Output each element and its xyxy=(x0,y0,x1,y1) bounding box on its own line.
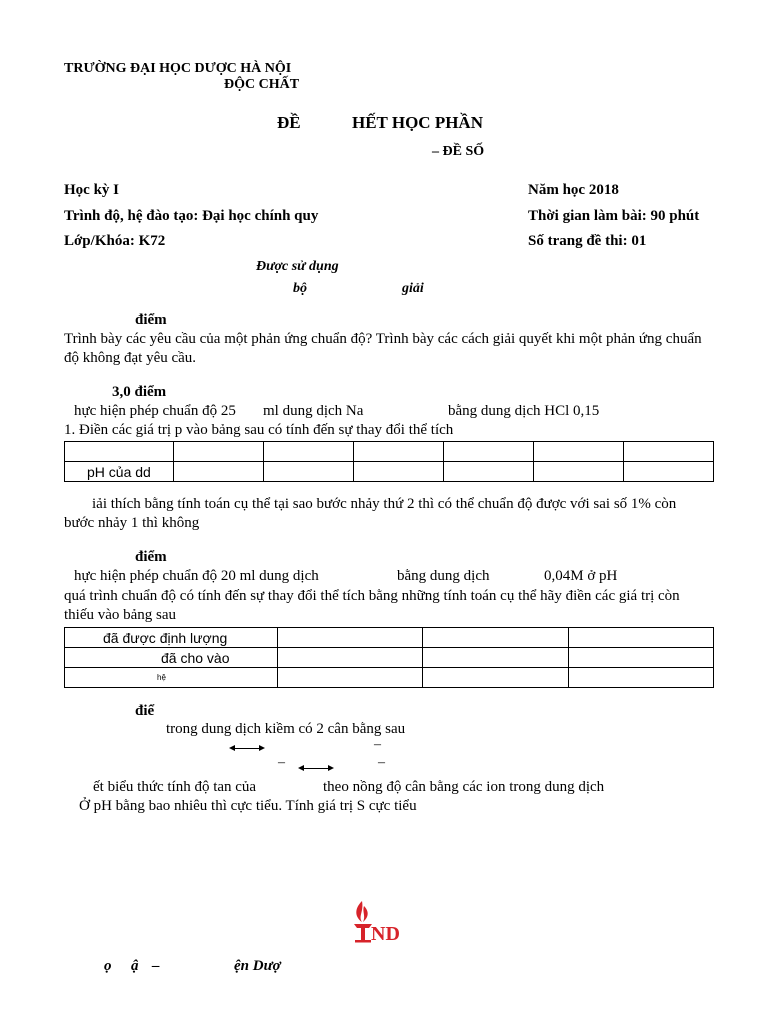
logo-text: ND xyxy=(371,923,400,945)
q2-table xyxy=(64,441,714,482)
allowed-line-2a: bộ xyxy=(293,281,307,296)
table-cell xyxy=(264,442,354,462)
table-cell xyxy=(568,668,713,688)
q2-line-1c: bằng dung dịch HCl 0,15 xyxy=(448,403,600,419)
q3-line-3: thiếu vào bảng sau xyxy=(64,607,177,623)
q4-heading: điể xyxy=(135,703,155,719)
school-year: Năm học 2018 xyxy=(528,182,619,198)
q3-line-1a: hực hiện phép chuẩn độ 20 ml dung dịch xyxy=(74,568,319,584)
q3-row-label-1: đã được định lượng xyxy=(65,628,278,648)
table-cell xyxy=(278,668,423,688)
q1-heading: điểm xyxy=(135,312,167,328)
department-name: ĐỘC CHẤT xyxy=(224,77,300,92)
q3-line-1c: 0,04M ở pH xyxy=(544,568,618,584)
q1-text-line-2: độ không đạt yêu cầu. xyxy=(64,350,197,366)
footer-part-3: ện Dượ xyxy=(234,958,281,974)
exam-duration: Thời gian làm bài: 90 phút xyxy=(528,208,700,224)
q3-line-1b: bằng dung dịch xyxy=(397,568,490,584)
q3-row-label-3: hệ xyxy=(65,668,278,688)
university-logo xyxy=(348,898,418,948)
table-cell xyxy=(354,442,444,462)
table-row xyxy=(65,628,714,648)
table-cell xyxy=(423,648,568,668)
footer-dash: – xyxy=(152,958,160,974)
table-cell xyxy=(423,668,568,688)
table-cell xyxy=(174,442,264,462)
training-level: Trình độ, hệ đào tạo: Đại học chính quy xyxy=(64,208,319,224)
exam-number: – ĐỀ SỐ xyxy=(432,144,485,159)
class-course: Lớp/Khóa: K72 xyxy=(64,233,166,249)
footer-part-1: ọ xyxy=(104,958,112,974)
table-cell xyxy=(65,442,174,462)
table-row xyxy=(65,442,714,462)
q2-heading: 3,0 điểm xyxy=(112,384,167,400)
table-cell xyxy=(534,462,624,482)
table-cell xyxy=(623,462,713,482)
semester: Học kỳ I xyxy=(64,182,120,198)
table-cell xyxy=(278,628,423,648)
table-cell xyxy=(264,462,354,482)
table-cell xyxy=(623,442,713,462)
q2-line-2: 1. Điền các giá trị p vào bảng sau có tính đến sự thay đổi thể tích xyxy=(64,422,454,438)
q3-heading: điểm xyxy=(135,549,167,565)
q4-line-2b: theo nồng độ cân bằng các ion trong dung dịch xyxy=(323,779,605,795)
exam-title-right: HẾT HỌC PHẦN xyxy=(352,113,483,132)
q4-charge-1: – xyxy=(374,737,381,752)
allowed-line-1: Được sử dụng xyxy=(256,259,339,274)
table-cell xyxy=(534,442,624,462)
table-row xyxy=(65,462,714,482)
q2-text-3b: bước nhảy 1 thì không xyxy=(64,515,200,531)
table-cell xyxy=(174,462,264,482)
table-row xyxy=(65,648,714,668)
q3-row-label-2: đã cho vào xyxy=(65,648,278,668)
q2-line-1a: hực hiện phép chuẩn độ 25 xyxy=(74,403,236,419)
page-count: Số trang đề thi: 01 xyxy=(528,233,647,249)
table-cell xyxy=(568,648,713,668)
torch-icon xyxy=(348,898,418,948)
q4-charge-2: – xyxy=(278,755,285,770)
q4-line-1: trong dung dịch kiềm có 2 cân bằng sau xyxy=(166,721,406,737)
exam-title-left: ĐỀ xyxy=(277,113,301,132)
allowed-line-2b: giải xyxy=(402,281,424,296)
ph-row-label: pH của dd xyxy=(65,462,174,482)
equilibrium-arrow-icon xyxy=(300,768,332,769)
q4-charge-3: – xyxy=(378,755,385,770)
table-cell xyxy=(278,648,423,668)
q4-line-2a: ết biểu thức tính độ tan của xyxy=(93,779,257,795)
q3-line-2: quá trình chuẩn độ có tính đến sự thay đổi thể tích bằng những tính toán cụ thể hãy điền các giá trị còn xyxy=(64,588,680,604)
school-name: TRƯỜNG ĐẠI HỌC DƯỢC HÀ NỘI xyxy=(64,61,292,76)
table-row xyxy=(65,668,714,688)
table-cell xyxy=(423,628,568,648)
equilibrium-arrow-icon xyxy=(231,748,263,749)
q1-text-line-1: Trình bày các yêu cầu của một phản ứng chuẩn độ? Trình bày các cách giải quyết khi một phản ứng chuẩn xyxy=(64,331,702,347)
table-cell xyxy=(568,628,713,648)
footer-part-2: ậ xyxy=(131,958,139,974)
q2-text-3a: iải thích bằng tính toán cụ thể tại sao bước nhảy thứ 2 thì có thể chuẩn độ được với sai số 1% còn xyxy=(92,496,677,512)
table-cell xyxy=(354,462,444,482)
q3-table xyxy=(64,627,714,688)
q4-line-3: Ở pH bằng bao nhiêu thì cực tiểu. Tính giá trị S cực tiểu xyxy=(79,798,417,814)
q2-line-1b: ml dung dịch Na xyxy=(263,403,364,419)
table-cell xyxy=(444,442,534,462)
table-cell xyxy=(444,462,534,482)
